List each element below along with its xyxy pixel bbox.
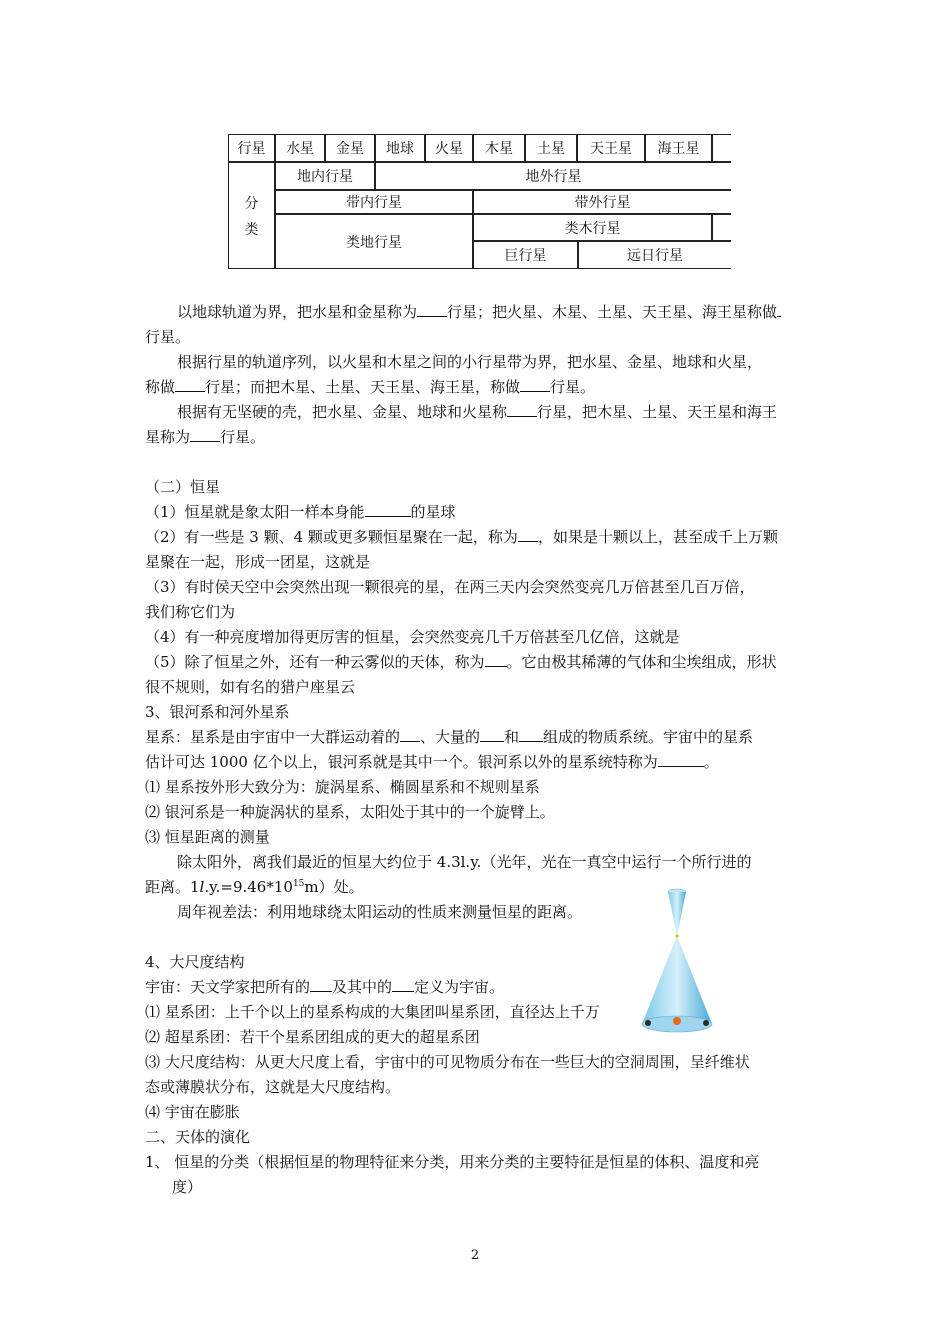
paragraph: 称做 行星；而把木星、土星、天王星、海王星，称做 行星。 (145, 378, 596, 396)
list-item: 1、 恒星的分类（根据恒星的物理特征来分类，用来分类的主要特征是恒星的体积、温度和亮 (145, 1153, 760, 1171)
paragraph: 周年视差法：利用地球绕太阳运动的性质来测量恒星的距离。 (177, 903, 583, 921)
inner-planets-cell: 地内行星 (275, 162, 375, 190)
list-item: （4）有一种亮度增加得更厉害的恒星，会突然变亮几千万倍甚至几亿倍，这就是 (145, 628, 680, 646)
list-item: （5）除了恒星之外，还有一种云雾似的天体，称为 。它由极其稀薄的气体和尘埃组成，形状 (145, 653, 777, 671)
paragraph: 星称为 行星。 (145, 428, 266, 446)
list-item: ⑵ 超星系团：若干个星系团组成的更大的超星系团 (145, 1028, 480, 1046)
paragraph: 根据行星的轨道序列，以火星和木星之间的小行星带为界，把水星、金星、地球和火星， (177, 353, 763, 371)
paragraph: 估计可达 1000 亿个以上，银河系就是其中一个。银河系以外的星系统特称为 。 (145, 753, 719, 771)
section-heading: （二）恒星 (145, 478, 221, 496)
paragraph: 根据有无坚硬的壳，把水星、金星、地球和火星称 行星，把木星、土星、天王星和海王 (177, 403, 778, 421)
far-planets-cell: 远日行星 (578, 241, 731, 269)
table-header-cell: 木星 (473, 134, 525, 162)
outer-planets-cell: 地外行星 (375, 162, 731, 190)
paragraph: 以地球轨道为界，把水星和金星称为 行星；把火星、木星、土星、天王星、海王星称做 (177, 302, 781, 322)
section-heading: 4、大尺度结构 (145, 953, 245, 971)
outer-belt-cell: 带外行星 (473, 190, 731, 214)
giant-planets-cell: 巨行星 (473, 241, 578, 269)
list-item: 星聚在一起，形成一团星，这就是 (145, 553, 371, 571)
paragraph: 行星。 (145, 328, 191, 346)
table-header-cell: 天王星 (577, 134, 645, 162)
paragraph: 星系：星系是由宇宙中一大群运动着的 、大量的 和 组成的物质系统。宇宙中的星系 (145, 728, 754, 746)
terrestrial-cell: 类地行星 (275, 214, 473, 269)
section-heading: 3、银河系和河外星系 (145, 703, 290, 721)
list-item: ⑶ 大尺度结构：从更大尺度上看，宇宙中的可见物质分布在一些巨大的空洞周围，呈纤维状 (145, 1053, 750, 1071)
table-header-cell: 金星 (325, 134, 375, 162)
list-item: ⑴ 星系团：上千个以上的星系构成的大集团叫星系团，直径达上千万 (145, 1003, 600, 1021)
parallax-diagram (636, 884, 718, 1036)
list-item: （2）有一些是 3 颗、4 颗或更多颗恒星聚在一起，称为 ，如果是十颗以上，甚至成千上万颗 (145, 528, 778, 546)
section-heading: 二、天体的演化 (145, 1128, 251, 1146)
table-header-cell: 土星 (525, 134, 577, 162)
list-item: （3）有时侯天空中会突然出现一颗很亮的星，在两三天内会突然变亮几万倍甚至几百万倍， (145, 578, 755, 596)
table-header-cell: 海王星 (645, 134, 712, 162)
inner-belt-cell: 带内行星 (275, 190, 473, 214)
table-header-cell: 行星 (228, 134, 275, 162)
list-item: 很不规则，如有名的猎户座星云 (145, 678, 356, 696)
list-item: ⑶ 恒星距离的测量 (145, 828, 270, 846)
list-item: 度） (172, 1178, 203, 1196)
planet-classification-table (228, 134, 731, 269)
table-header-cell: 地球 (375, 134, 425, 162)
paragraph: 除太阳外，离我们最近的恒星大约位于 4.3l.y.（光年，光在一真空中运行一个所行进的 (177, 853, 752, 871)
table-header-cell: 火星 (425, 134, 473, 162)
list-item: 我们称它们为 (145, 603, 236, 621)
table-header-cell: 水星 (275, 134, 325, 162)
list-item: ⑴ 星系按外形大致分为：旋涡星系、椭圆星系和不规则星系 (145, 778, 540, 796)
paragraph: 距离。$1l.y.=9.46*10^{15}m$）处。 (145, 878, 364, 896)
paragraph: 宇宙：天文学家把所有的 及其中的 定义为宇宙。 (145, 978, 505, 996)
list-item: （1）恒星就是象太阳一样本身能 的星球 (145, 503, 456, 521)
list-item: ⑵ 银河系是一种旋涡状的星系，太阳处于其中的一个旋臂上。 (145, 803, 555, 821)
list-item: ⑷ 宇宙在膨胀 (145, 1103, 240, 1121)
list-item: 态或薄膜状分布，这就是大尺度结构。 (145, 1078, 401, 1096)
classify-label: 分 类 (228, 162, 275, 269)
page-number: 2 (470, 1248, 480, 1263)
jovian-cell: 类木行星 (473, 214, 712, 241)
